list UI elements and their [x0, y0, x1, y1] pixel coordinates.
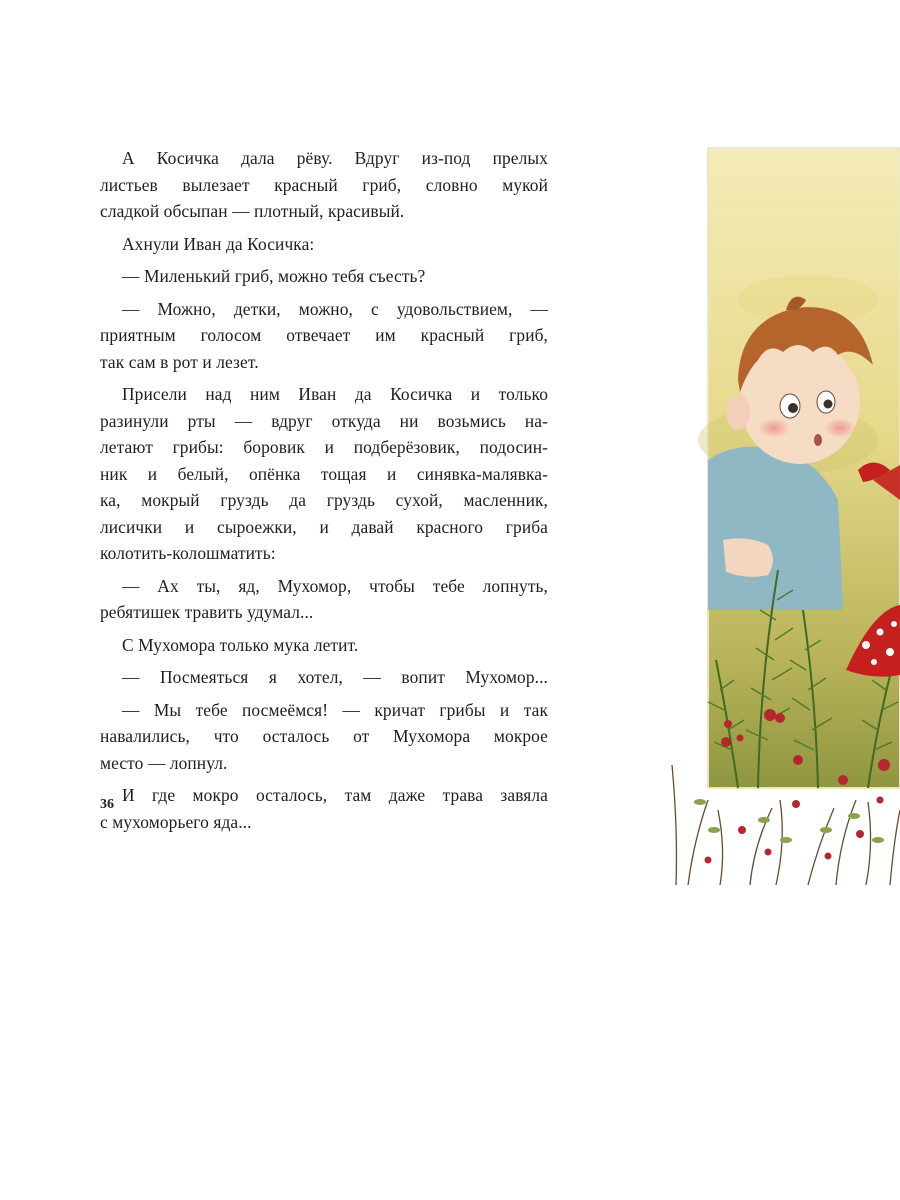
text-line: ник и белый, опёнка тощая и синявка-малявка- [100, 463, 548, 484]
boy-and-fly-agaric-illustration-icon [668, 140, 900, 890]
text-line: так сам в рот и лезет. [100, 351, 259, 372]
story-text [100, 145, 548, 835]
text-line: ка, мокрый груздь да груздь сухой, масленник, [100, 490, 548, 510]
text-line: А Косичка дала рёву. Вдруг из-под прелых [122, 148, 548, 168]
text-line: место — лопнул. [100, 752, 228, 773]
text-line: разинули рты — вдруг откуда ни возьмись на- [100, 410, 548, 431]
page-number: 36 [100, 797, 114, 812]
text-line: сладкой обсыпан — плотный, красивый. [100, 201, 405, 221]
text-line: — Миленький гриб, можно тебя съесть? [122, 266, 426, 286]
text-line: Ахнули Иван да Косичка: [122, 233, 315, 254]
text-line: навалились, что осталось от Мухомора мокрое [100, 726, 548, 746]
text-line: листьев вылезает красный гриб, словно мукой [100, 174, 548, 195]
text-line: летают грибы: боровик и подберёзовик, подосин- [100, 437, 548, 457]
text-line: ребятишек травить удумал... [100, 602, 314, 622]
text-line: — Посмеяться я хотел, — вопит Мухомор... [122, 667, 548, 687]
text-line: Присели над ним Иван да Косичка и только [122, 384, 548, 404]
text-line: — Можно, детки, можно, с удовольствием, — [122, 298, 548, 319]
text-line: приятным голосом отвечает им красный гриб, [100, 325, 548, 345]
text-line: лисички и сыроежки, и давай красного гриба [100, 516, 548, 537]
text-line: И где мокро осталось, там даже трава завяла [122, 785, 548, 805]
text-line: — Ах ты, яд, Мухомор, чтобы тебе лопнуть, [122, 575, 548, 596]
text-line: колотить-колошматить: [100, 543, 276, 563]
text-line: — Мы тебе посмеёмся! — кричат грибы и так [122, 699, 548, 720]
text-line: с мухоморьего яда... [100, 811, 252, 832]
text-line: С Мухомора только мука летит. [122, 634, 359, 655]
